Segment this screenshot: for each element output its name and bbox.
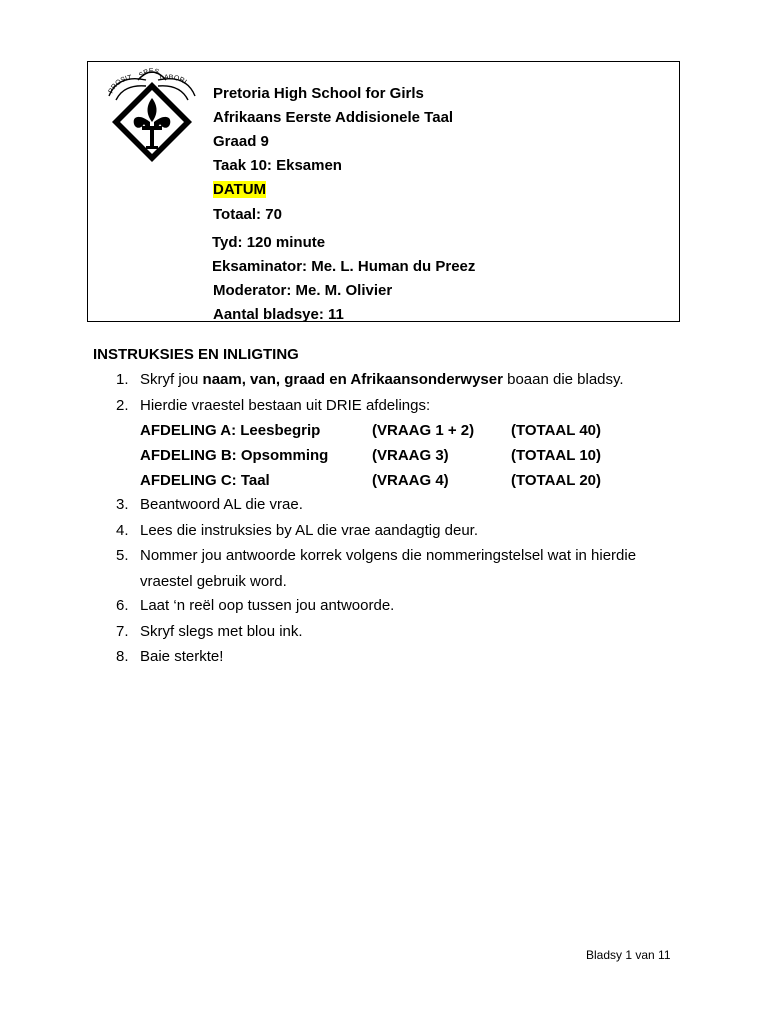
instruction-4: Lees die instruksies by AL die vrae aandagtig deur. (140, 522, 478, 539)
section-c-questions: (VRAAG 4) (372, 472, 449, 489)
list-number: 7. (116, 623, 129, 640)
section-a-total: (TOTAAL 40) (511, 422, 602, 439)
section-b-questions: (VRAAG 3) (372, 447, 449, 464)
instruction-5-line-2: vraestel gebruik word. (140, 573, 287, 590)
date-field (213, 181, 266, 199)
instruction-6: Laat ‘n reël oop tussen jou antwoorde. (140, 597, 395, 614)
list-number: 2. (116, 397, 129, 414)
list-number: 1. (116, 371, 129, 388)
date-highlight: DATUM (213, 181, 267, 198)
section-b-name: AFDELING B: Opsomming (140, 447, 329, 464)
section-a-name: AFDELING A: Leesbegrip (140, 422, 321, 439)
instruction-1: Skryf jou naam, van, graad en Afrikaansonderwyser boaan die bladsy. (140, 371, 624, 388)
motto-right: LABORI (159, 74, 188, 86)
school-crest-logo (106, 64, 198, 164)
instruction-8: Baie sterkte! (140, 648, 224, 665)
total-marks: Totaal: 70 (213, 206, 282, 223)
list-number: 8. (116, 648, 129, 665)
list-number: 3. (116, 496, 129, 513)
section-b-total: (TOTAAL 10) (511, 447, 602, 464)
time-allowed: Tyd: 120 minute (212, 234, 326, 251)
section-c-name: AFDELING C: Taal (140, 472, 270, 489)
motto-left: PROSIT (107, 74, 133, 95)
motto-top: SPES (138, 67, 160, 80)
section-c-total: (TOTAAL 20) (511, 472, 602, 489)
instruction-3: Beantwoord AL die vrae. (140, 496, 303, 513)
page-footer: Bladsy 1 van 11 (586, 948, 671, 962)
subject-name: Afrikaans Eerste Addisionele Taal (213, 109, 454, 126)
list-number: 4. (116, 522, 129, 539)
instruction-5-line-1: Nommer jou antwoorde korrek volgens die nommeringstelsel wat in hierdie (140, 547, 637, 564)
examiner: Eksaminator: Me. L. Human du Preez (212, 258, 476, 275)
instruction-2: Hierdie vraestel bestaan uit DRIE afdelings: (140, 397, 431, 414)
moderator: Moderator: Me. M. Olivier (213, 282, 393, 299)
grade: Graad 9 (213, 133, 269, 150)
list-number: 5. (116, 547, 129, 564)
section-a-questions: (VRAAG 1 + 2) (372, 422, 475, 439)
task: Taak 10: Eksamen (213, 157, 342, 174)
svg-text:LABORI (160, 74, 188, 86)
instructions-title: INSTRUKSIES EN INLIGTING (93, 346, 299, 363)
instruction-7: Skryf slegs met blou ink. (140, 623, 303, 640)
svg-text:PROSIT (108, 74, 133, 94)
school-name: Pretoria High School for Girls (213, 85, 424, 102)
page-count: Aantal bladsye: 11 (213, 306, 344, 323)
list-number: 6. (116, 597, 129, 614)
